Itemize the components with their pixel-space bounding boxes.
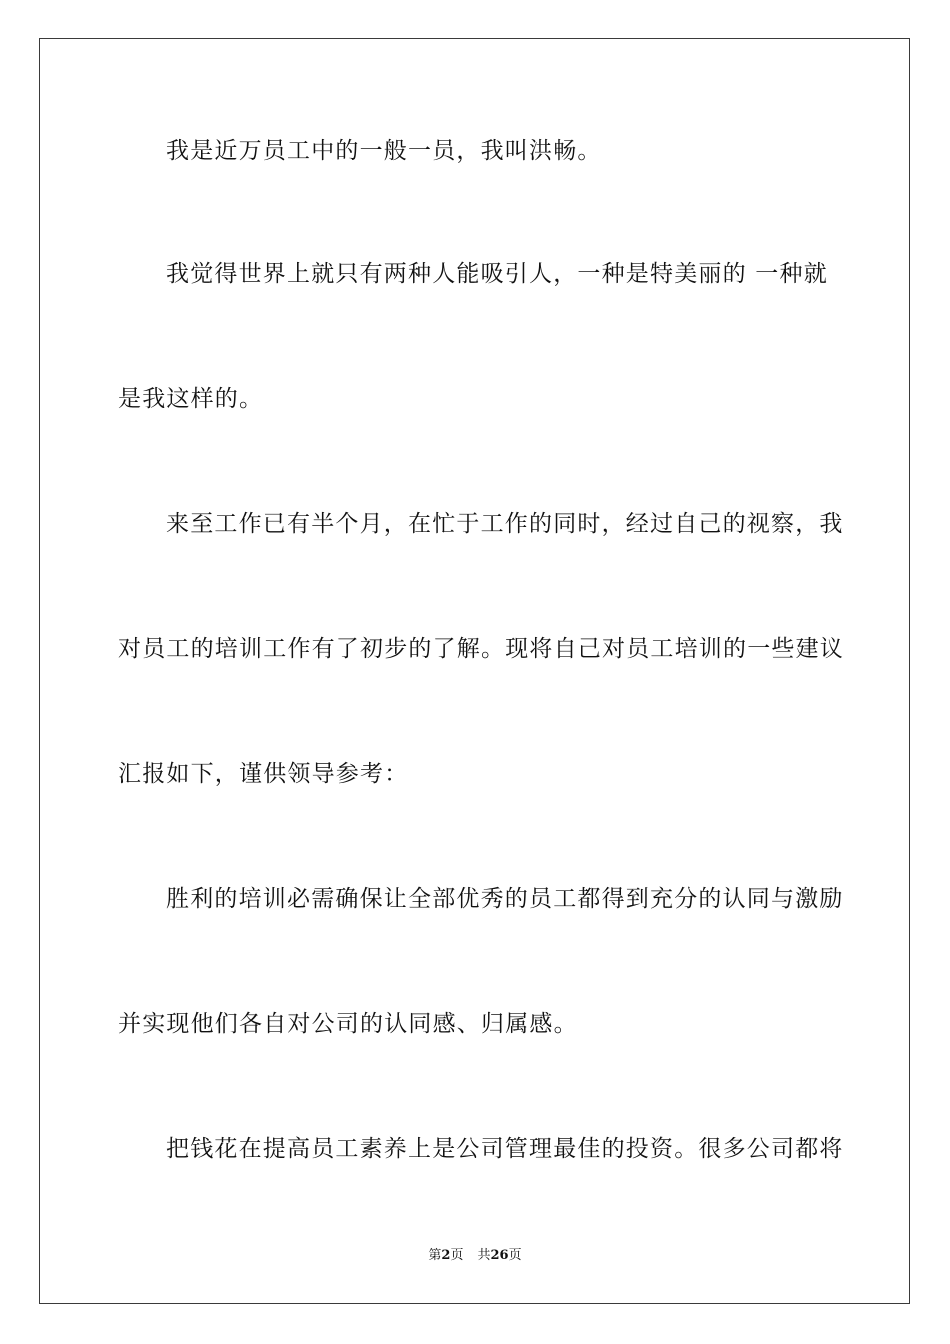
footer-page-number: 2 (441, 1248, 451, 1263)
paragraph-line-5: 对员工的培训工作有了初步的了解。现将自己对员工培训的一些建议 (118, 636, 844, 662)
paragraph-line-6: 汇报如下，谨供领导参考： (118, 761, 409, 787)
footer-page-prefix: 第 (428, 1248, 442, 1263)
paragraph-line-9: 把钱花在提高员工素养上是公司管理最佳的投资。很多公司都将 (166, 1136, 844, 1162)
footer-page-suffix: 页 (450, 1248, 464, 1263)
footer-total-prefix: 共 (477, 1248, 491, 1263)
paragraph-line-7: 胜利的培训必需确保让全部优秀的员工都得到充分的认同与激励 (166, 886, 844, 912)
paragraph-line-1: 我是近万员工中的一般一员，我叫洪畅。 (166, 138, 602, 164)
paragraph-line-8: 并实现他们各自对公司的认同感、归属感。 (118, 1011, 578, 1037)
page-footer (0, 1247, 950, 1265)
paragraph-line-3: 是我这样的。 (118, 386, 264, 412)
footer-total-suffix: 页 (508, 1248, 522, 1263)
paragraph-line-2: 我觉得世界上就只有两种人能吸引人，一种是特美丽的 一种就 (166, 261, 828, 287)
footer-total-pages: 26 (490, 1248, 509, 1263)
paragraph-line-4: 来至工作已有半个月，在忙于工作的同时，经过自己的视察，我 (166, 511, 844, 537)
page-border (39, 38, 910, 1304)
